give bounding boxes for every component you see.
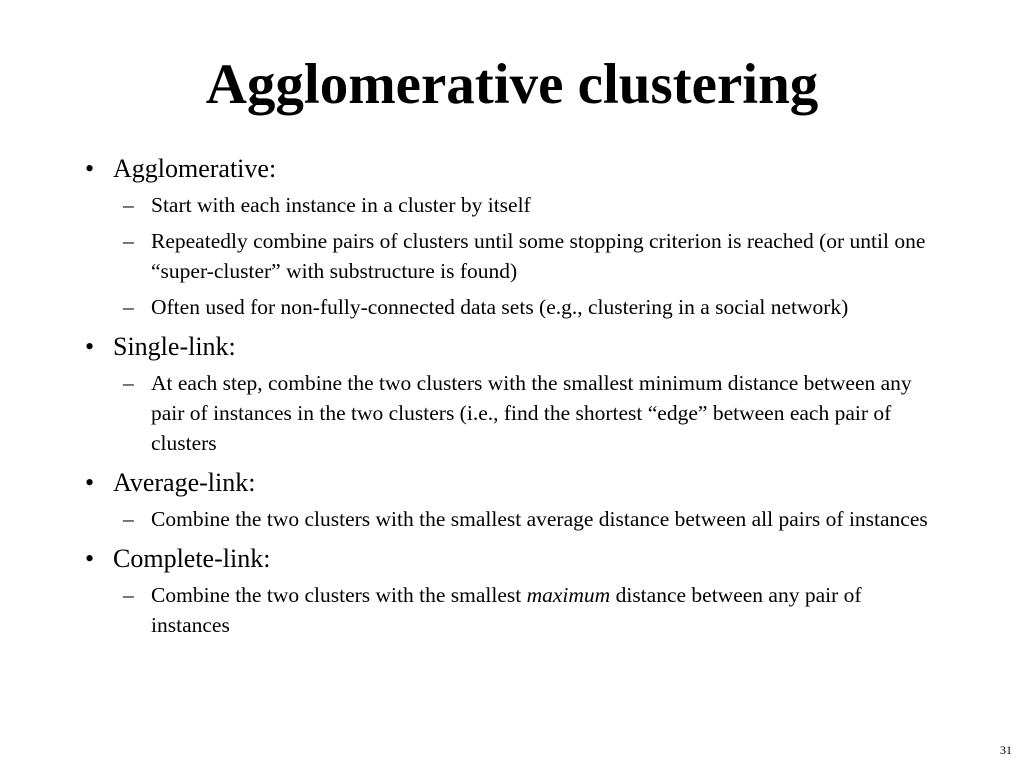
sub-item-text: Repeatedly combine pairs of clusters until some stopping criterion is reached (or until one “super-cluster” with substructure is found) [151,229,926,283]
sub-item-text: Start with each instance in a cluster by itself [151,193,531,217]
sub-item [123,292,945,322]
dash-mark: – [123,583,134,607]
bullet-dot: • [85,544,95,573]
sub-item [123,580,945,640]
dash-mark: – [123,371,134,395]
bullet-average-link [85,464,945,502]
sub-list-agglomerative [123,190,945,322]
sub-item-text: Combine the two clusters with the smallest average distance between all pairs of instances [151,507,928,531]
slide-content [85,150,945,646]
dash-mark: – [123,193,134,217]
sub-list-complete-link [123,580,945,640]
bullet-complete-link [85,540,945,578]
dash-mark: – [123,229,134,253]
bullet-dot: • [85,332,95,361]
emphasis-text: maximum [526,583,611,607]
sub-item-text [151,583,862,637]
sub-item-text: At each step, combine the two clusters with the smallest minimum distance between any pair of instances in the two clusters (i.e., find the shortest “edge” between each pair of clusters [151,371,912,455]
bullet-label: Complete-link: [113,544,271,573]
page-number: 31 [1000,743,1012,757]
bullet-label: Agglomerative: [113,154,277,183]
sub-list-single-link [123,368,945,458]
bullet-single-link [85,328,945,366]
bullet-dot: • [85,154,95,183]
sub-item [123,190,945,220]
sub-item [123,368,945,458]
bullet-label: Single-link: [113,332,236,361]
bullet-dot: • [85,468,95,497]
dash-mark: – [123,295,134,319]
bullet-agglomerative [85,150,945,188]
sub-item [123,504,945,534]
dash-mark: – [123,507,134,531]
sub-item-text: Often used for non-fully-connected data sets (e.g., clustering in a social network) [151,295,849,319]
bullet-label: Average-link: [113,468,256,497]
text-after-emphasis: distance between any pair of instances [151,583,862,637]
sub-list-average-link [123,504,945,534]
sub-item [123,226,945,286]
text-before-emphasis: Combine the two clusters with the smallest [151,583,527,607]
slide-title: Agglomerative clustering [205,53,819,116]
